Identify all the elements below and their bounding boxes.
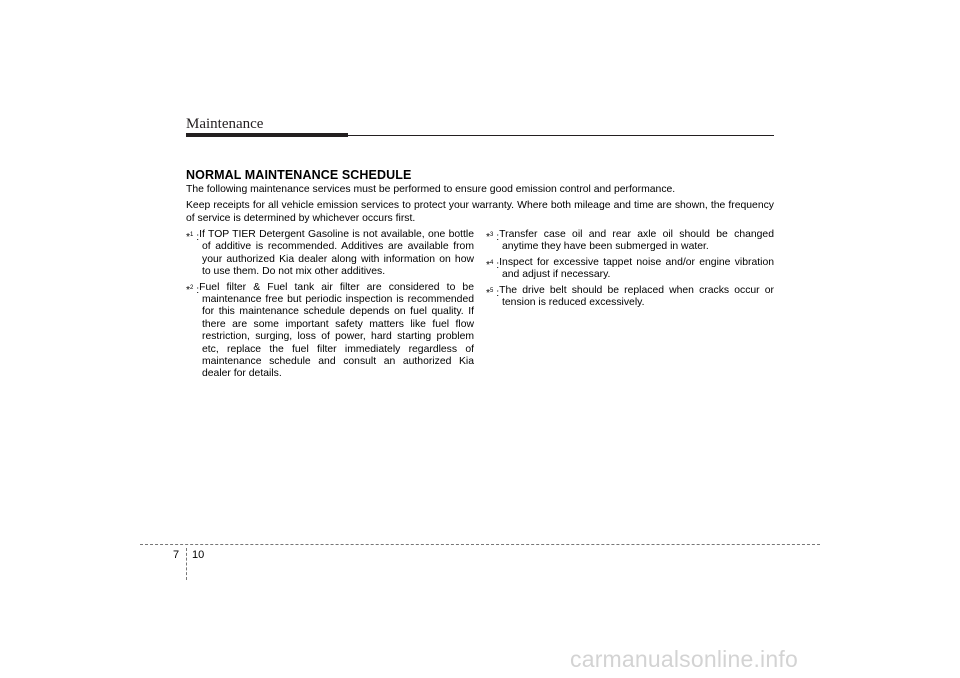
footnote-5 bbox=[486, 285, 774, 310]
footnote-text: Fuel filter & Fuel tank air filter are considered to be maintenance free but periodic inspection is recommended for this maintenance schedule depends on fuel quality. If there are some important safety matters like fuel flow restriction, surging, loss of power, hard starting problem etc, replace the fuel filter immediately regardless of maintenance schedule and consult an authorized Kia dealer for details. bbox=[199, 281, 474, 380]
section-title: NORMAL MAINTENANCE SCHEDULE bbox=[186, 168, 412, 182]
page-number: 10 bbox=[192, 549, 205, 561]
footnote-marker: *$^1$ : bbox=[186, 232, 200, 243]
footnote-4 bbox=[486, 257, 774, 282]
footnote-text: If TOP TIER Detergent Gasoline is not available, one bottle of additive is recommended. Additives are available from your authorized Kia dealer along with information on how to use them. Do not mix other additives. bbox=[199, 229, 474, 278]
footnotes-left-column bbox=[186, 229, 474, 384]
footnote-3 bbox=[486, 229, 774, 254]
footnote-text: The drive belt should be replaced when cracks occur or tension is reduced excessively. bbox=[499, 284, 774, 309]
footnote-marker: *$^3$ : bbox=[486, 232, 500, 243]
intro-paragraph: The following maintenance services must be performed to ensure good emission control and performance. bbox=[186, 184, 676, 195]
footnotes-right-column bbox=[486, 229, 774, 312]
page-header-title: Maintenance bbox=[186, 116, 264, 132]
footnote-text: Inspect for excessive tappet noise and/or engine vibration and adjust if necessary. bbox=[499, 256, 774, 281]
footnote-text: Transfer case oil and rear axle oil should be changed anytime they have been submerged in water. bbox=[499, 229, 774, 253]
watermark: carmanualsonline.info bbox=[570, 646, 798, 672]
footnote-1 bbox=[186, 229, 474, 279]
footnote-2 bbox=[186, 282, 474, 381]
chapter-number: 7 bbox=[173, 549, 180, 561]
footnote-marker: *$^4$ : bbox=[486, 259, 500, 271]
footer-divider bbox=[140, 544, 820, 545]
footer-vertical-divider bbox=[186, 548, 187, 580]
footnote-marker: *$^2$ : bbox=[186, 284, 200, 296]
footnote-marker: *$^5$ : bbox=[486, 287, 500, 299]
warranty-note-paragraph: Keep receipts for all vehicle emission services to protect your warranty. Where both mileage and time are shown, the frequency of service is determined by whichever occurs first. bbox=[186, 200, 774, 224]
header-rule-accent bbox=[186, 133, 348, 137]
